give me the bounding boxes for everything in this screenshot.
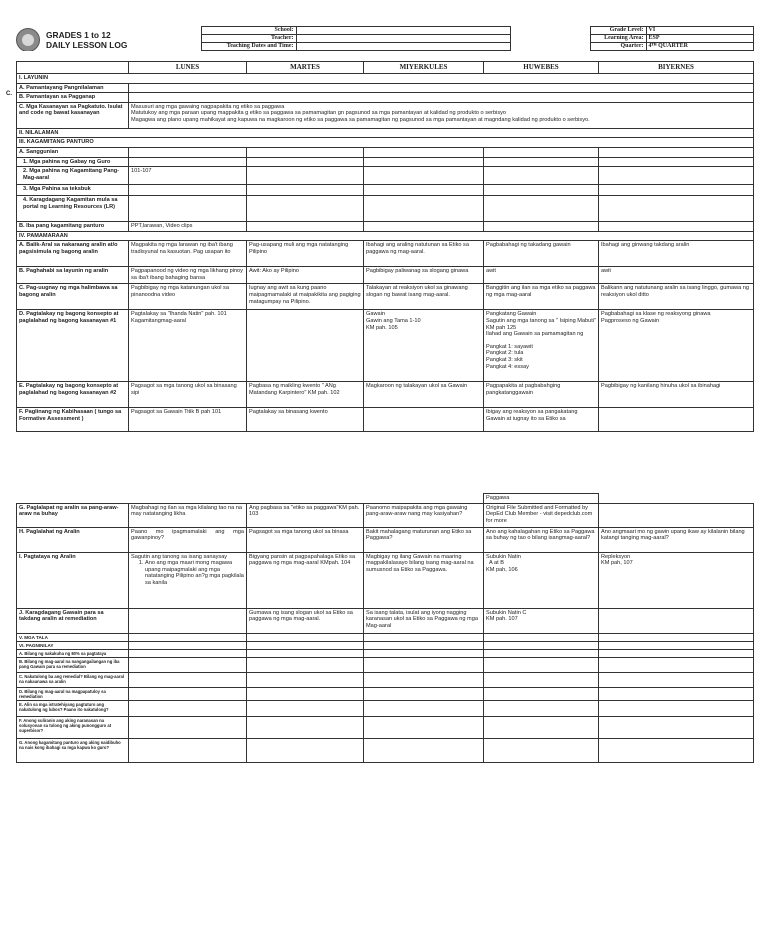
paglinang-biyernes[interactable]: [599, 408, 754, 432]
pagtataya-martes[interactable]: Bigyang pansin at pagpapahalaga Etiko sa paggawa ng mga mag-aaral KMpah. 104: [247, 552, 364, 608]
kagamitang-mag-aaral-lunes[interactable]: 101-107: [129, 167, 247, 185]
row-label-paglalapat: G. Paglalapat ng aralin sa pang-araw-araw na buhay: [17, 503, 129, 527]
balik-aral-biyernes[interactable]: Ibahagi ang ginwang takdang aralin: [599, 241, 754, 267]
pagtalakay-1-huwebes[interactable]: Pangkatang Gawain Sagutin ang mga tanong sa " Isiping Mabuti" KM pah 125 Ilahad ang Gawain sa pamamagitan ng Pangkat 1: sayawit Pangkat 2: tula Pangkat 3: skit Pangkat 4: essay: [484, 310, 599, 382]
paghahabi-martes[interactable]: Awit: Ako ay Pilipino: [247, 267, 364, 284]
pag-uugnay-lunes[interactable]: Pagbibigay ng mga katanungan ukol sa pinanoodna video: [129, 284, 247, 310]
section-pamamaraan: IV. PAMAMARAAN: [17, 231, 754, 241]
row-label-pagtataya: I. Pagtataya ng Aralin: [17, 552, 129, 608]
pagtataya-huwebes[interactable]: Subukin Natin A at B KM pah, 106: [484, 552, 599, 608]
pag-uugnay-biyernes[interactable]: Balikann ang natutunang aralin sa isang linggo, gumawa ng reaksiyon ukol ditto: [599, 284, 754, 310]
paglalahat-biyernes[interactable]: Ano angmaari mo ng gawin upang ikaw ay kilalanin bilang katangi tanging mag-aaral?: [599, 527, 754, 552]
lesson-log-table-1: [16, 61, 753, 432]
row-label-learning-resources: 4. Karagdagang Kagamitan mula sa portal ng Learning Resources (LR): [17, 196, 129, 222]
pagtataya-biyernes[interactable]: Repleksyon KM pah, 107: [599, 552, 754, 608]
paglalahat-lunes[interactable]: Paano mo ipagmamalaki ang mga gawanpinoy?: [129, 527, 247, 552]
paglinang-martes[interactable]: Pagtalakay sa binasang kwento: [247, 408, 364, 432]
grade-level-label: Grade Level:: [590, 27, 646, 35]
row-label-gabay-ng-guro: 1. Mga pahina ng Gabay ng Guro: [17, 157, 129, 167]
row-label-sanggunian: A. Sanggunian: [17, 147, 129, 157]
pagtalakay-2-huwebes[interactable]: Pagpapakita at pagbabahging pangkatanggawain: [484, 382, 599, 408]
day-martes: MARTES: [247, 62, 364, 74]
pagtalakay-2-martes[interactable]: Pagbasa ng maikling kwento " ANg Matandang Karpintero" KM pah. 102: [247, 382, 364, 408]
row-label-paghahabi: B. Paghahabi sa layunin ng aralin: [17, 267, 129, 284]
karagdagang-gawain-lunes[interactable]: [129, 608, 247, 633]
teacher-field[interactable]: [296, 35, 510, 43]
teacher-label: Teacher:: [201, 35, 296, 43]
row-label-iba-pang-kagamitan: B. Iba pang kagamitang panturo: [17, 222, 129, 232]
row-label-karagdagang-gawain: J. Karagdagang Gawain para sa takdang aralin at remediation: [17, 608, 129, 633]
pag-uugnay-miyerkules[interactable]: Talakayan at reaksiyon ukol sa ginawang slogan ng bawat isang mag-aaral.: [364, 284, 484, 310]
balik-aral-martes[interactable]: Pag-usapang muli ang mga natatanging Pilipino: [247, 241, 364, 267]
row-label-pagtalakay-1: D. Pagtalakay ng bagong konsepto at paglalahad ng bagong kasanayan #1: [17, 310, 129, 382]
learning-area-label: Learning Area:: [590, 35, 646, 43]
lesson-log-table-2: [16, 493, 753, 763]
row-label-reflection-b: B. Bilang ng mag-aaral na nangangailangan ng iba pang Gawain para sa remediation: [17, 657, 129, 672]
day-miyerkules: MIYERKULES: [364, 62, 484, 74]
pagtataya-miyerkules[interactable]: Magbigay ng ilang Gawain na maaring magpakilalasayo bilang isang mag-aaral na sumusnod sa Etiko sa Paggawa.: [364, 552, 484, 608]
row-label-balik-aral: A. Balik-Aral sa nakaraang aralin at/o pagsisimula ng bagong aralin: [17, 241, 129, 267]
quarter-label: Quarter:: [590, 43, 646, 51]
pagtalakay-2-lunes[interactable]: Pagsagot sa mga tanong ukol sa binasang sipi: [129, 382, 247, 408]
paglalapat-martes[interactable]: Ang pagbasa sa "etiko sa paggawa"KM pah. 103: [247, 503, 364, 527]
paghahabi-miyerkules[interactable]: Pagbibigay paliwanag sa slogang ginawa: [364, 267, 484, 284]
row-label-reflection-a: A. Bilang ng nakakuha ng 80% sa pagtataya: [17, 649, 129, 657]
paglalapat-lunes[interactable]: Magbahagi ng ilan sa mga kilalang tao na na may natatanging likha: [129, 503, 247, 527]
title-line1: GRADES 1 to 12: [46, 29, 111, 40]
paglinang-huwebes-continued[interactable]: Paggawa: [484, 494, 599, 504]
section-kagamitang-panturo: III. KAGAMITANG PANTURO: [17, 138, 754, 148]
paghahabi-huwebes[interactable]: awit: [484, 267, 599, 284]
karagdagang-gawain-huwebes[interactable]: Subukin Natin C KM pah. 107: [484, 608, 599, 633]
row-label-reflection-f: F. Anong suliranin ang aking naranasan na solusyonan sa tulong ng aking punongguro at superbisor?: [17, 716, 129, 738]
grade-level-value[interactable]: VI: [646, 27, 753, 35]
row-label-mga-tala: V. MGA TALA: [17, 633, 129, 641]
section-layunin: I. LAYUNIN: [17, 74, 754, 84]
title-block: [16, 27, 201, 51]
row-label-pamantayang-pangnilalaman: A. Pamantayang Pangnilalaman: [17, 83, 129, 93]
header-table: [16, 26, 754, 51]
row-label-teksbuk: 3. Mga Pahina sa teksbuk: [17, 185, 129, 196]
row-label-kagamitang-mag-aaral: 2. Mga pahina ng Kagamitang Pang-Mag-aaral: [17, 167, 129, 185]
row-label-reflection-d: D. Bilang ng mag-aaral na magpapatuloy sa remediation: [17, 687, 129, 700]
paglinang-lunes[interactable]: Pagsagot sa Gawain Titik B pah 101: [129, 408, 247, 432]
paghahabi-biyernes[interactable]: awit: [599, 267, 754, 284]
kasanayan-line-3: Magagwa ang plano upang mahikayat ang kapuwa na magkaroon ng etiko sa paggawa sa pamamagitan ng pagsunod sa mga pamantayan at magndang kalidad ng produkto o serbisyo.: [131, 116, 590, 123]
teaching-dates-field[interactable]: [296, 43, 510, 51]
paglalapat-huwebes[interactable]: Original File Submitted and Formatted by DepEd Club Member - visit depedclub.com for more: [484, 503, 599, 527]
pagtalakay-1-martes[interactable]: [247, 310, 364, 382]
pag-uugnay-martes[interactable]: Iugnay ang awit sa kung paano maipagmamalaki at maipakikita ang pagiging matagumpay na Pilipino.: [247, 284, 364, 310]
pagtalakay-1-biyernes[interactable]: Pagbabahagi sa klase ng reaksyong ginawa Pagproseso ng Gawain: [599, 310, 754, 382]
paglinang-miyerkules[interactable]: [364, 408, 484, 432]
pagtalakay-1-lunes[interactable]: Pagtalakay sa "Ihanda Natin" pah. 101 Kagamitangmag-aaral: [129, 310, 247, 382]
paglalapat-biyernes[interactable]: [599, 503, 754, 527]
day-lunes: LUNES: [129, 62, 247, 74]
stray-mark: C.: [6, 91, 12, 97]
karagdagang-gawain-biyernes[interactable]: [599, 608, 754, 633]
section-nilalaman: II. NILALAMAN: [17, 128, 754, 138]
paglinang-huwebes[interactable]: Ibigay ang reaksyon sa pangakatang Gawain at iugnay ito sa Etiko sa: [484, 408, 599, 432]
row-label-kasanayan: C. Mga Kasanayan sa Pagkatuto. Isulat and code ng bawat kasanayan: [17, 102, 129, 128]
pag-uugnay-huwebes[interactable]: Banggitin ang ilan sa mga etiko sa paggawa ng mga mag-aaral: [484, 284, 599, 310]
karagdagang-gawain-martes[interactable]: Gumawa ng isang slogan ukol sa Etiko sa paggawa ng mga mag-aaral.: [247, 608, 364, 633]
row-label-reflection-c: C. Nakatulong ba ang remedial? Bilang ng mag-aaral na nakaunawa sa aralin: [17, 672, 129, 687]
pagtalakay-2-biyernes[interactable]: Pagbibigay ng kanilang hinuha ukol sa ibinahagi: [599, 382, 754, 408]
row-label-pamantayan-sa-pagganap: B. Pamantayan sa Pagganap: [17, 93, 129, 103]
row-label-pag-uugnay: C. Pag-uugnay ng mga halimbawa sa bagong aralin: [17, 284, 129, 310]
kasanayan-line-2: Matutukoy ang mga paraan upang magpakita g etiko sa paggawa sa pamamagitan gn pagsunod sa mga pamantayan at kalidad ng produkto o serbisyo: [131, 110, 507, 117]
pagtalakay-2-miyerkules[interactable]: Magkaroon ng talakayan ukol sa Gawain: [364, 382, 484, 408]
iba-pang-kagamitan-lunes[interactable]: PPT,larawan, Video clips: [129, 222, 247, 232]
day-biyernes: BIYERNES: [599, 62, 754, 74]
header-section: [16, 26, 753, 51]
learning-area-value[interactable]: ESP: [646, 35, 753, 43]
balik-aral-miyerkules[interactable]: Ibahagi ang araling natutunan sa Etiko sa paggawa ng mag-aaral.: [364, 241, 484, 267]
balik-aral-huwebes[interactable]: Pagbabahagi ng takadang gawain: [484, 241, 599, 267]
row-label-pagtalakay-2: E. Pagtalakay ng bagong konsepto at paglalahad ng bagong kasanayan #2: [17, 382, 129, 408]
row-label-reflection-e: E. Alin sa mga istratehiyang pagtuturo ang nakatulong ng lubos? Paano ito nakatulong?: [17, 700, 129, 716]
title-line2: DAILY LESSON LOG: [46, 39, 128, 50]
kasanayan-line-1: Masusuri ang mga gawaing nagpapakita ng etiko sa paggawa: [131, 103, 285, 110]
quarter-value[interactable]: 4ᵀᴴ QUARTER: [646, 43, 753, 51]
karagdagang-gawain-miyerkules[interactable]: Sa isang talata, isulat ang iyong nagging karanasan ukol sa Etiko sa Paggawa ng mga Mag-aaral: [364, 608, 484, 633]
pagtalakay-1-miyerkules[interactable]: Gawain Gawin ang Tama 1-10 KM pah. 105: [364, 310, 484, 382]
paghahabi-lunes[interactable]: Pagpapanood ng video ng mga likhang pinoy sa iba't ibang bahaging bansa: [129, 267, 247, 284]
paglalahat-martes[interactable]: Pagsagot sa mga tanong ukol sa binasa: [247, 527, 364, 552]
row-label-pagninilay: VI. PAGNINILAY: [17, 641, 129, 649]
pagtataya-lunes[interactable]: Sagutin ang tanong sa isang sanaysay 1. Ano ang mga maari mong magawa upang maipagmalaki ang mga natatanging Pilipino an?g mga pagkilala sa kanila: [129, 552, 247, 608]
kasanayan-content[interactable]: [129, 102, 754, 128]
row-label-paglalahat: H. Paglalahat ng Aralin: [17, 527, 129, 552]
teaching-dates-label: Teaching Dates and Time:: [201, 43, 296, 51]
row-label-paglinang: F. Paglinang ng Kabihasaan ( tungo sa Formative Assessment ): [17, 408, 129, 432]
paglalahat-miyerkules[interactable]: Bakit mahalagang maturunan ang Etiko sa Paggawa?: [364, 527, 484, 552]
paglalapat-miyerkules[interactable]: Paanomo maipapakita ang mga gawaing pang-araw-araw nang may kasiyahan?: [364, 503, 484, 527]
row-label-reflection-g: G. Anong kagamitang panturo ang aking naidibuho na nais kong ibahagi sa mga kapwa ko guro?: [17, 738, 129, 762]
paglalahat-huwebes[interactable]: Ano ang kahalagahan ng Etiko sa Paggawa sa buhay ng tao o bilang isangmag-aaral?: [484, 527, 599, 552]
school-label: School:: [201, 27, 296, 35]
balik-aral-lunes[interactable]: Magpakita ng mga larawan ng iba't ibang tradisyunal na kasuotan. Pag usapan ito: [129, 241, 247, 267]
day-huwebes: HUWEBES: [484, 62, 599, 74]
deped-seal-icon: [16, 28, 40, 51]
school-field[interactable]: [296, 27, 510, 35]
